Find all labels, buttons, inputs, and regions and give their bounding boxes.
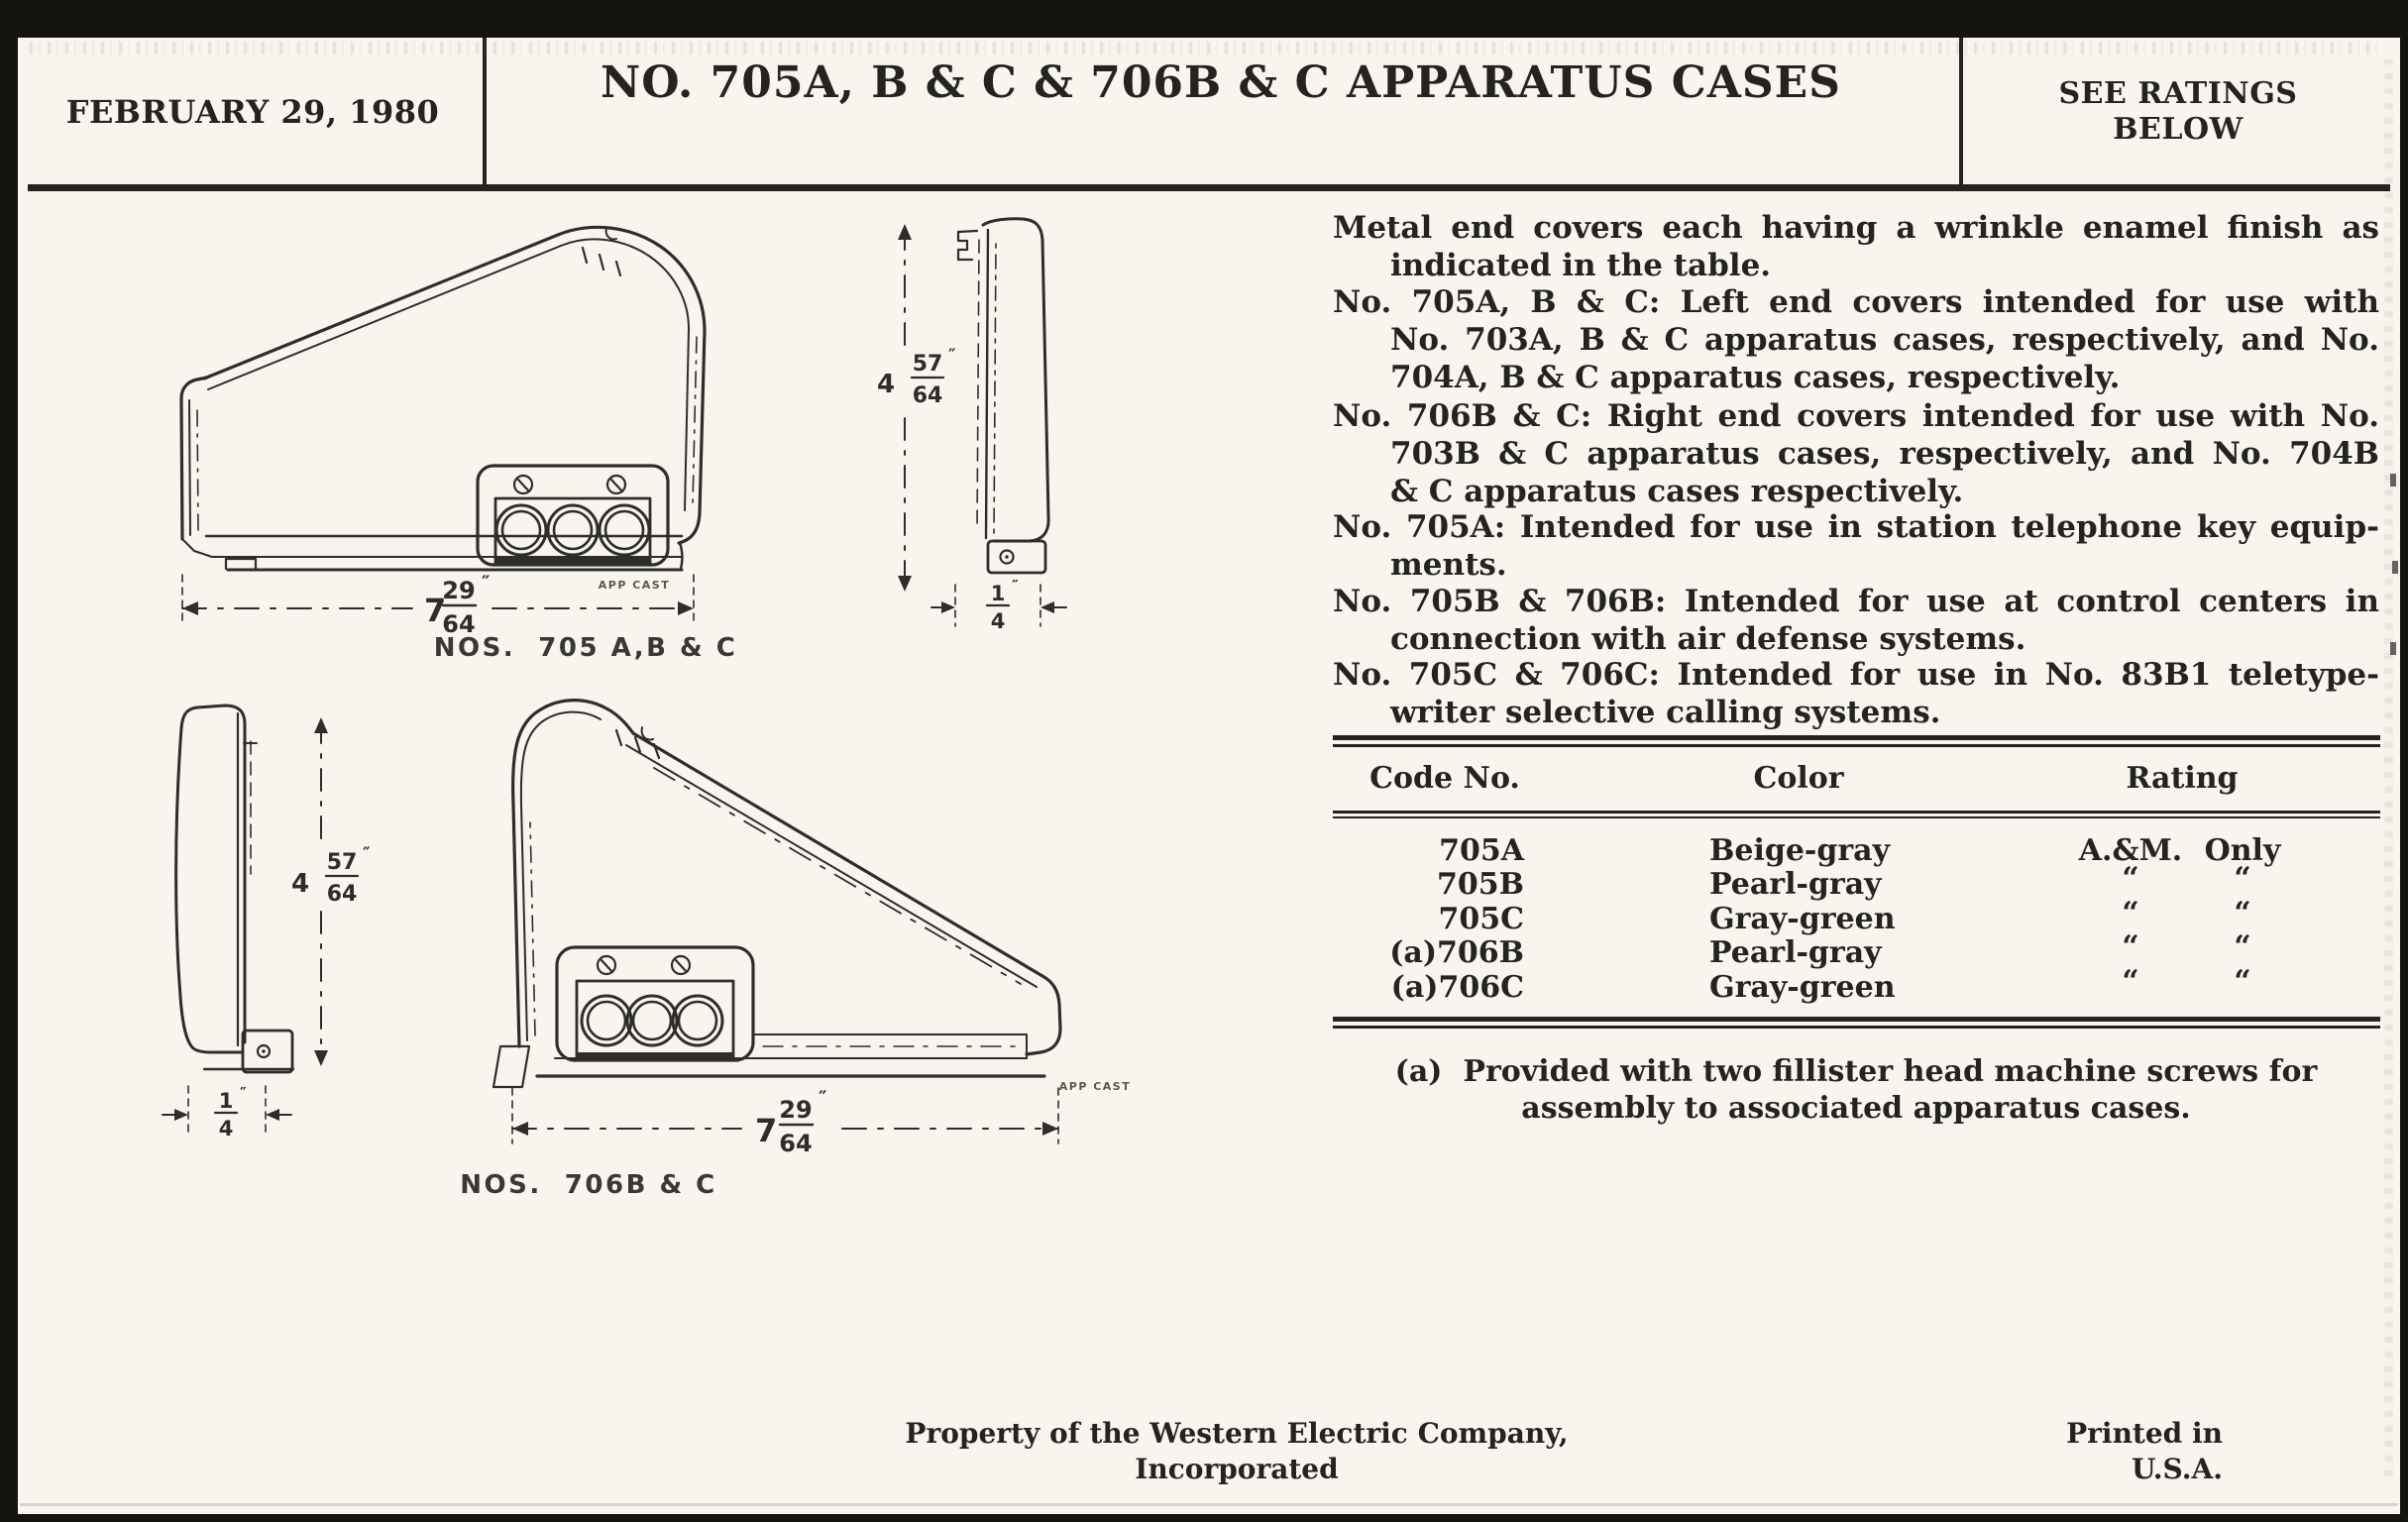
dim-denominator: 64 — [912, 383, 943, 408]
dim-denominator: 64 — [442, 610, 476, 638]
scan-speck — [2390, 642, 2396, 655]
arrow-up-icon — [314, 717, 328, 733]
scan-speck — [2390, 474, 2396, 487]
ratings-note-line1: SEE RATINGS — [2058, 76, 2298, 111]
header-rule — [28, 184, 2390, 191]
diagram-706-end-cover — [460, 689, 1199, 1229]
paragraph-line: indicated in the table. — [1390, 248, 1772, 283]
paragraph-line: No. 705A, B & C: Left end covers intended for use with — [1333, 284, 2379, 320]
table-header-rating: Rating — [2126, 761, 2239, 796]
dim-denominator: 64 — [326, 882, 358, 907]
arrow-left-icon — [1040, 601, 1054, 613]
arrow-right-icon — [941, 601, 955, 613]
ratings-note-line2: BELOW — [2113, 112, 2244, 147]
ditto-mark: “ — [2122, 861, 2139, 896]
code-cell: 705A — [1439, 833, 1524, 868]
table-header-code: Code No. — [1369, 761, 1520, 796]
paragraph-line: 704A, B & C apparatus cases, respectively. — [1390, 360, 2121, 395]
casting-stamp: APP CAST — [1058, 1080, 1132, 1093]
dim-numerator: 1 — [990, 582, 1006, 605]
grommet-block — [478, 466, 668, 566]
ratings-note — [1959, 76, 2397, 148]
dim-numerator: 29 — [442, 577, 476, 604]
code-cell: 705B — [1437, 867, 1524, 902]
color-cell: Gray-green — [1709, 970, 1896, 1005]
dim-unit: ″ — [948, 346, 956, 366]
code-cell: 705C — [1438, 902, 1524, 936]
dim-unit: ″ — [482, 572, 491, 594]
width-dimension — [512, 1087, 1058, 1157]
rating-cell: A.&M. — [2078, 833, 2183, 868]
paragraph-line: 703B & C apparatus cases, respectively, and No. 704B — [1390, 436, 2379, 472]
dim-denominator: 64 — [779, 1130, 813, 1157]
color-cell: Pearl-gray — [1709, 935, 1882, 970]
page-title: NO. 705A, B & C & 706B & C APPARATUS CASES — [601, 57, 1841, 108]
color-cell: Pearl-gray — [1709, 867, 1882, 902]
scan-noise-right-edge — [2384, 59, 2393, 1476]
diagram-705-edge-view — [862, 203, 1090, 659]
dim-unit: ″ — [363, 844, 371, 864]
paragraph-line: & C apparatus cases respectively. — [1390, 474, 1964, 509]
dim-unit: ″ — [819, 1087, 827, 1109]
ditto-mark: “ — [2122, 964, 2139, 999]
paragraph-line: Metal end covers each having a wrinkle enamel finish as — [1333, 210, 2379, 246]
paragraph-line: ments. — [1390, 547, 1507, 583]
footnote-line: assembly to associated apparatus cases. — [1521, 1091, 2191, 1126]
table-rule-header — [1333, 811, 2380, 818]
paragraph-line: No. 705B & 706B: Intended for use at control centers in — [1333, 584, 2379, 619]
rating-cell: Only — [2204, 833, 2281, 868]
dim-whole: 7 — [424, 592, 447, 629]
table-rule-top — [1333, 735, 2380, 747]
dim-denominator: 4 — [218, 1117, 234, 1141]
ditto-mark: “ — [2122, 929, 2139, 964]
arrow-left-icon — [266, 1109, 279, 1121]
paragraph-line: No. 706B & C: Right end covers intended for use with No. — [1333, 398, 2379, 434]
arrow-down-icon — [314, 1050, 328, 1066]
dim-unit: ″ — [1012, 577, 1019, 595]
dim-numerator: 57 — [912, 352, 943, 377]
color-cell: Gray-green — [1709, 902, 1896, 936]
table-header-color: Color — [1753, 761, 1844, 796]
paragraph-line: writer selective calling systems. — [1390, 695, 1941, 730]
code-cell: (a)706C — [1390, 970, 1524, 1005]
edge-profile — [958, 219, 1048, 573]
paragraph-line: No. 705C & 706C: Intended for use in No. 83B1 teletype- — [1333, 657, 2379, 693]
grommet-block — [557, 947, 753, 1061]
dim-whole: 4 — [876, 370, 896, 399]
diagram-705-end-cover — [99, 203, 773, 699]
ditto-mark: “ — [2234, 964, 2251, 999]
arrow-right-icon — [174, 1109, 188, 1121]
issue-date: FEBRUARY 29, 1980 — [65, 93, 440, 131]
dim-numerator: 57 — [326, 850, 358, 875]
ditto-mark: “ — [2234, 861, 2251, 896]
arrow-left-icon — [182, 601, 198, 615]
case-outline — [493, 701, 1060, 1087]
ditto-mark: “ — [2234, 896, 2251, 930]
arrow-right-icon — [678, 601, 694, 615]
color-cell: Beige-gray — [1709, 833, 1891, 868]
scan-noise-bottom — [20, 1503, 2398, 1506]
height-dimension — [291, 717, 371, 1066]
paragraph-line: No. 703A, B & C apparatus cases, respectively, and No. — [1390, 322, 2379, 358]
dim-whole: 4 — [290, 869, 310, 899]
dim-numerator: 1 — [218, 1089, 234, 1113]
table-rule-bottom — [1333, 1017, 2380, 1029]
paragraph-line: connection with air defense systems. — [1390, 621, 2026, 657]
dim-whole: 7 — [755, 1112, 778, 1149]
diagram-706-edge-view — [149, 684, 406, 1179]
figure-label-705: NOS. 705 A,B & C — [433, 633, 738, 663]
footer-property-note: Property of the Western Electric Company, Incorporated — [905, 1417, 1569, 1485]
dim-unit: ″ — [240, 1084, 247, 1102]
arrow-left-icon — [512, 1122, 528, 1136]
ditto-mark: “ — [2122, 896, 2139, 930]
arrow-down-icon — [898, 576, 912, 592]
arrow-up-icon — [898, 224, 912, 240]
edge-profile — [176, 706, 293, 1072]
code-cell: (a)706B — [1389, 935, 1524, 970]
paragraph-line: No. 705A: Intended for use in station telephone key equip- — [1333, 509, 2379, 545]
casting-stamp: APP CAST — [598, 579, 671, 592]
quarter-dimension — [931, 577, 1066, 633]
case-outline — [181, 227, 705, 570]
scan-speck — [2392, 561, 2398, 574]
footer-printed-note: Printed in U.S.A. — [2066, 1417, 2223, 1485]
height-dimension — [877, 224, 956, 592]
scan-noise-top — [30, 42, 2378, 54]
figure-label-706: NOS. 706B & C — [460, 1170, 717, 1200]
ditto-mark: “ — [2234, 929, 2251, 964]
arrow-right-icon — [1042, 1122, 1058, 1136]
dim-numerator: 29 — [779, 1096, 813, 1124]
dim-denominator: 4 — [990, 609, 1006, 633]
quarter-dimension — [163, 1084, 291, 1141]
footnote-line: (a) Provided with two fillister head machine screws for — [1394, 1054, 2318, 1089]
